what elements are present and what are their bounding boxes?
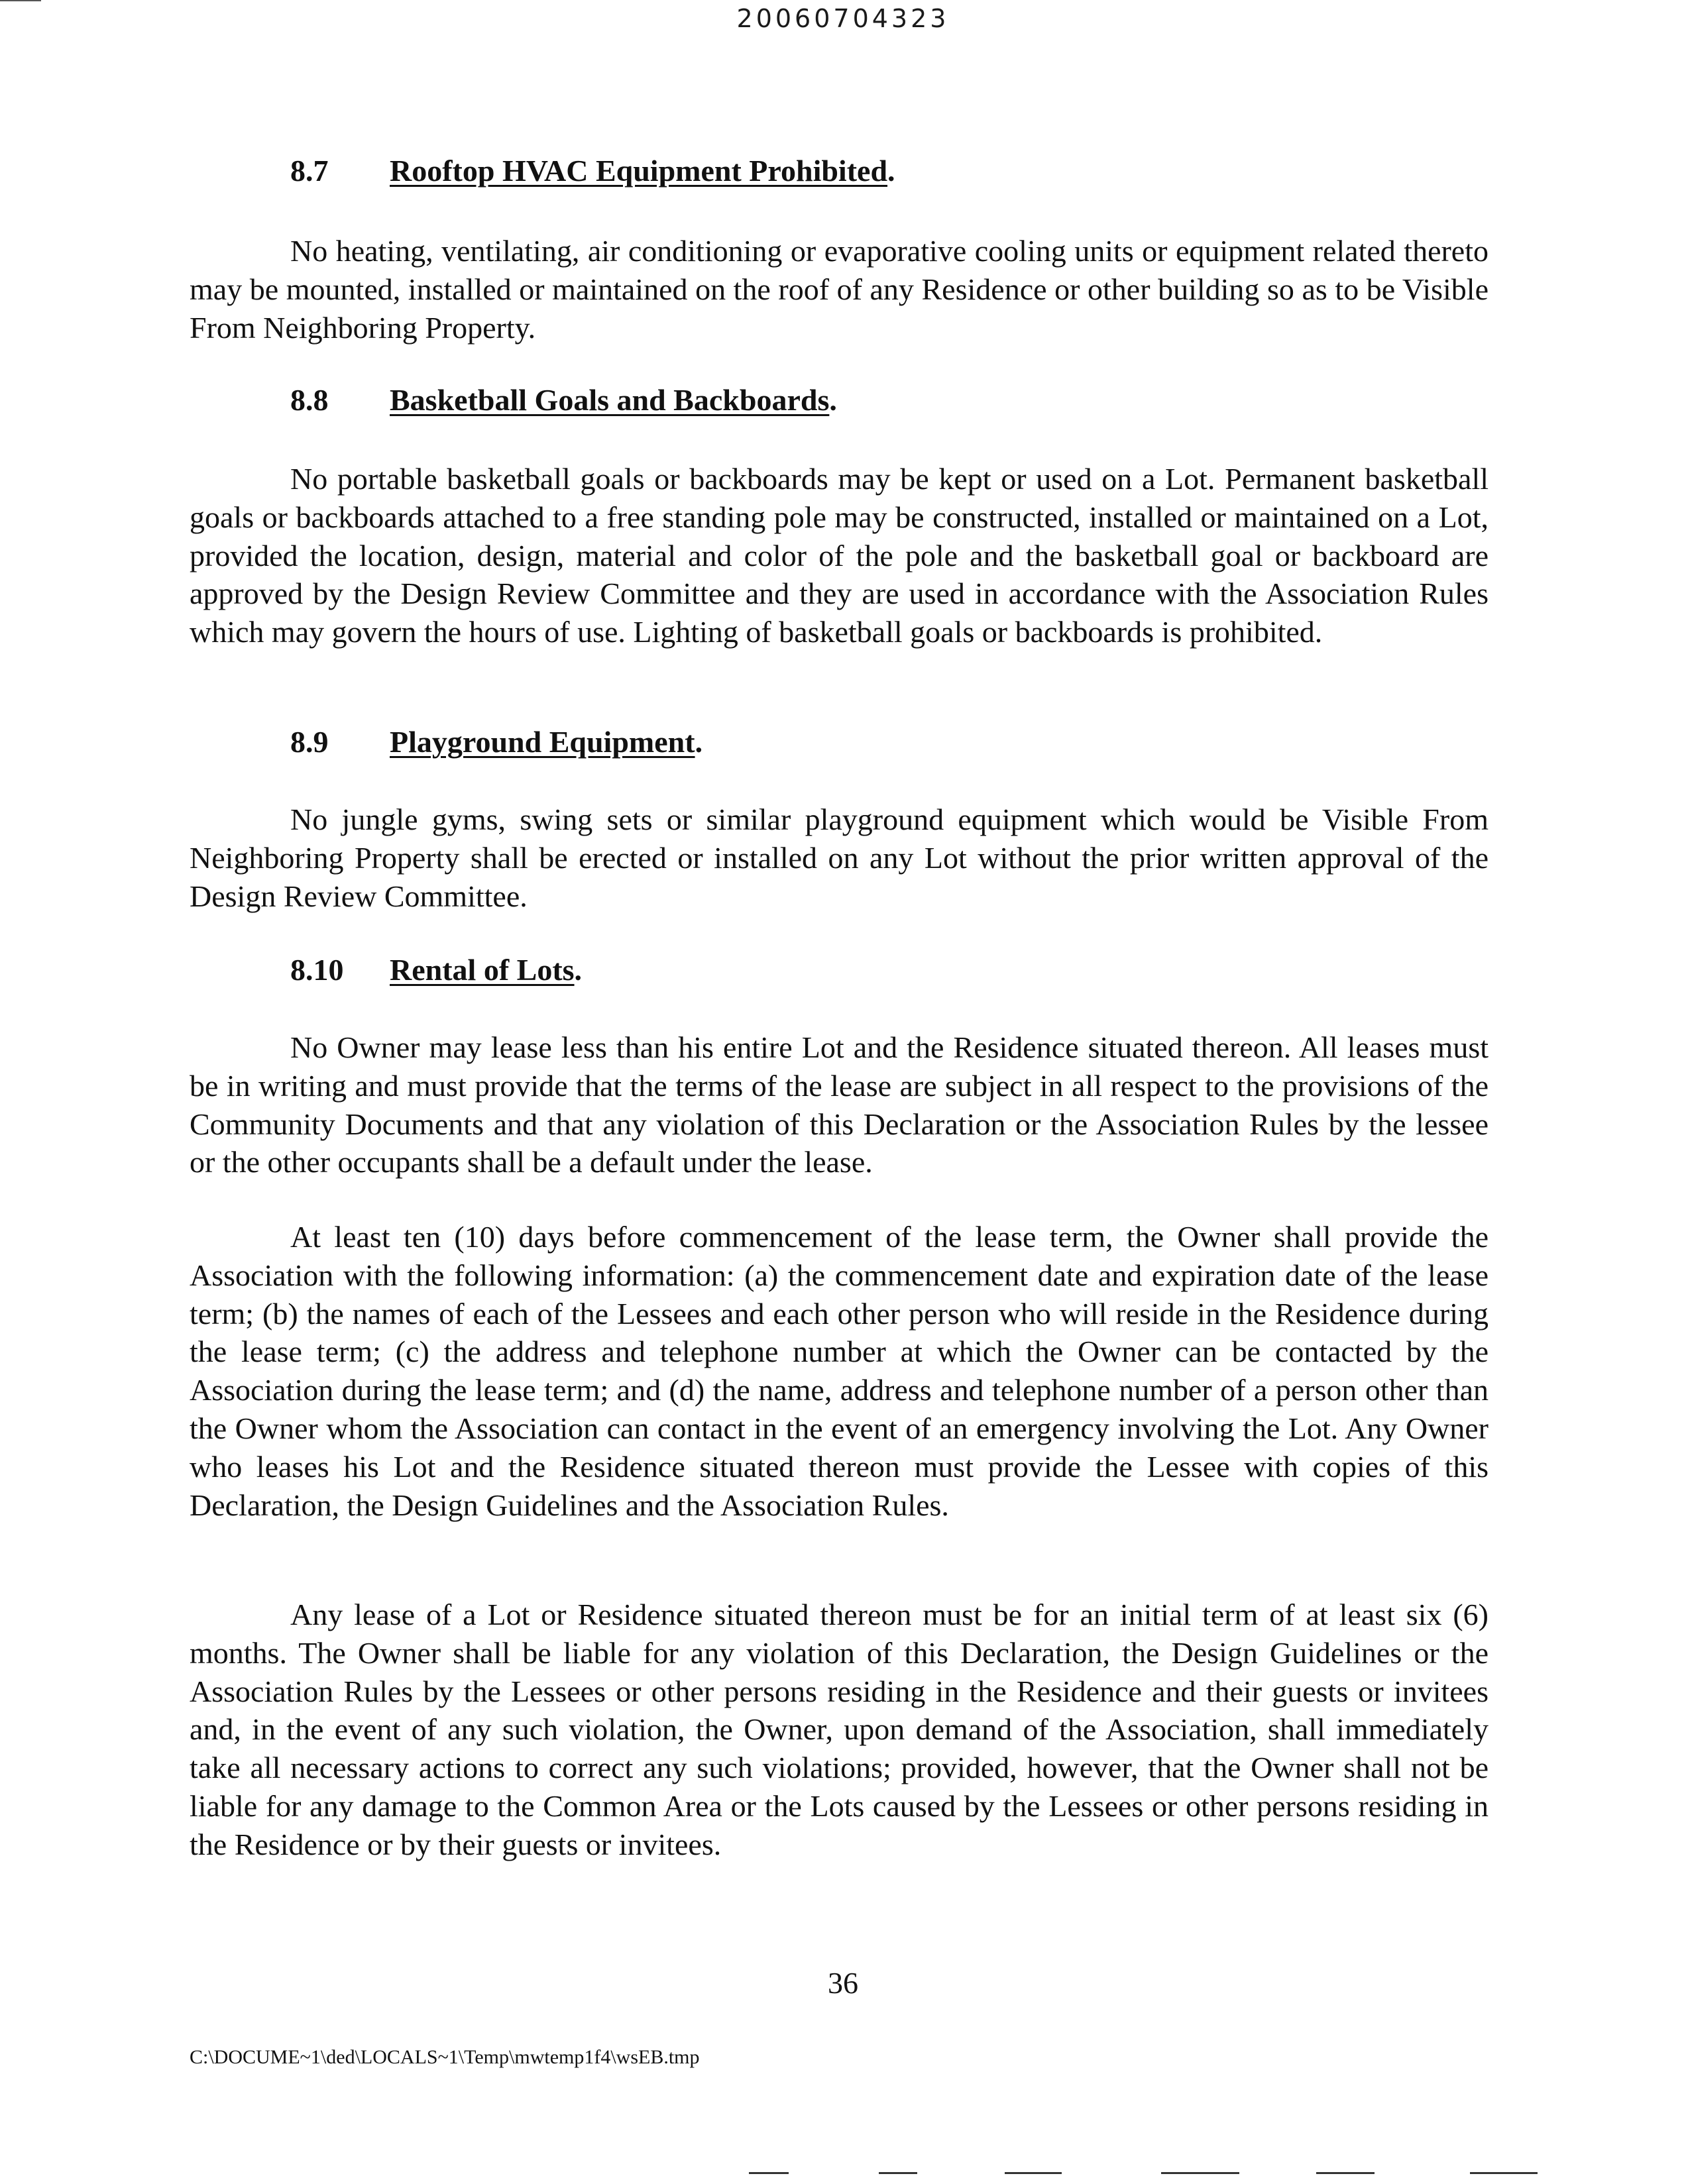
section-title: Rooftop HVAC Equipment Prohibited [390, 154, 888, 188]
scan-artifact-dash [1161, 2172, 1239, 2174]
section-title: Rental of Lots [390, 953, 575, 987]
section-8-10-paragraph-2: At least ten (10) days before commencement of the lease term, the Owner shall provide the Association with the following information: (a) the commencement date and expiration date of the lease term; (b) the names of each of the Lessees and each other person who will reside in the Residence during the lease term; (c) the address and telephone number at which the Owner can be contacted by the Association during the lease term; and (d) the name, address and telephone number of a person other than the Owner whom the Association can contact in the event of an emergency involving the Lot. Any Owner who leases his Lot and the Residence situated thereon must provide the Lessee with copies of this Declaration, the Design Guidelines and the Association Rules. [190, 1220, 1489, 1522]
scan-artifact-dash [749, 2172, 789, 2174]
section-heading-8-8: 8.8 Basketball Goals and Backboards. [290, 383, 837, 417]
section-8-10-paragraph-1: No Owner may lease less than his entire Lot and the Residence situated thereon. All leases must be in writing and must provide that the terms of the lease are subject in all respect to the provisions of the Community Documents and that any violation of this Declaration or the Association Rules by the lessee or the other occupants shall be a default under the lease. [190, 1030, 1489, 1179]
section-8-9-paragraph-1: No jungle gyms, swing sets or similar playground equipment which would be Visible From Neighboring Property shall be erected or installed on any Lot without the prior written approval of the Design Review Committee. [190, 802, 1489, 913]
page-number: 36 [828, 1966, 858, 2000]
scan-artifact-dash [1005, 2172, 1062, 2174]
file-path: C:\DOCUME~1\ded\LOCALS~1\Temp\mwtemp1f4\wsEB.tmp [190, 2046, 700, 2068]
scan-corner-mark [0, 0, 41, 1]
section-heading-8-10: 8.10 Rental of Lots. [290, 953, 583, 987]
section-8-7-paragraph-1: No heating, ventilating, air conditioning or evaporative cooling units or equipment related thereto may be mounted, installed or maintained on the roof of any Residence or other building so as to be Visible From Neighboring Property. [190, 234, 1489, 345]
section-number: 8.7 [290, 154, 329, 188]
document-number: 20060704323 [736, 4, 950, 33]
section-heading-8-9: 8.9 Playground Equipment. [290, 725, 703, 759]
section-heading-8-7: 8.7 Rooftop HVAC Equipment Prohibited. [290, 154, 895, 188]
section-number: 8.8 [290, 383, 329, 417]
section-number: 8.10 [290, 953, 344, 987]
scan-artifact-dash [1316, 2172, 1375, 2174]
section-number: 8.9 [290, 725, 329, 759]
scan-artifact-dash [879, 2172, 917, 2174]
section-8-8-paragraph-1: No portable basketball goals or backboards may be kept or used on a Lot. Permanent basketball goals or backboards attached to a free standing pole may be constructed, installed or maintained on a Lot, provided the location, design, material and color of the pole and the basketball goal or backboard are approved by the Design Review Committee and they are used in accordance with the Association Rules which may govern the hours of use. Lighting of basketball goals or backboards is prohibited. [190, 462, 1489, 649]
section-title: Basketball Goals and Backboards [390, 383, 830, 417]
section-title: Playground Equipment [390, 725, 695, 759]
scan-artifact-dash [1470, 2172, 1538, 2174]
section-8-10-paragraph-3: Any lease of a Lot or Residence situated thereon must be for an initial term of at least six (6) months. The Owner shall be liable for any violation of this Declaration, the Design Guidelines or the Association Rules by the Lessees or other persons residing in the Residence and their guests or invitees and, in the event of any such violation, the Owner, upon demand of the Association, shall immediately take all necessary actions to correct any such violations; provided, however, that the Owner shall not be liable for any damage to the Common Area or the Lots caused by the Lessees or other persons residing in the Residence or by their guests or invitees. [190, 1598, 1489, 1861]
